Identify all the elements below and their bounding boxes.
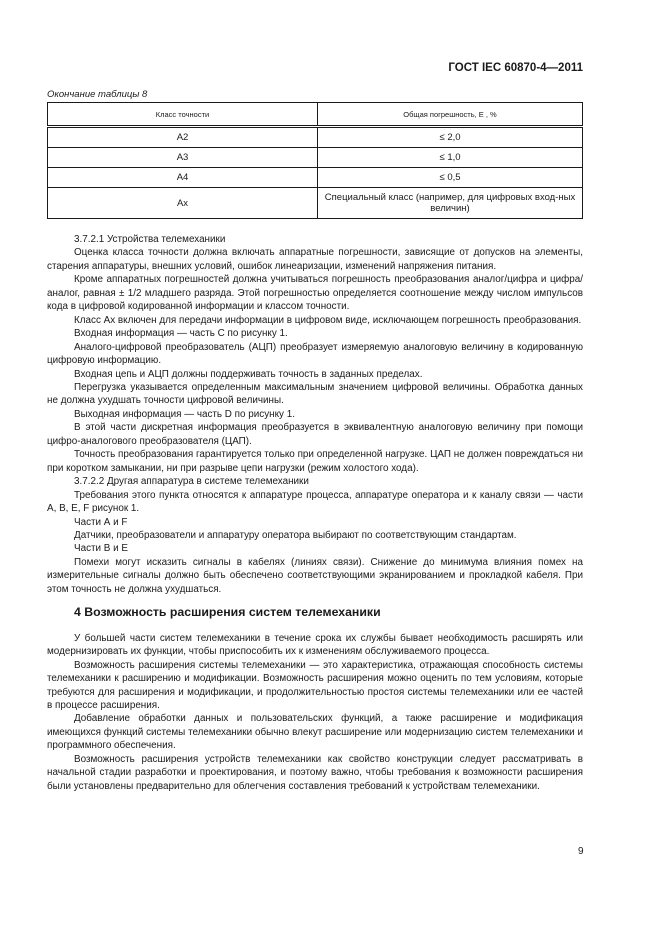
document-body: [47, 233, 583, 793]
table-header-row: [48, 103, 583, 127]
cell-error: Специальный класс (например, для цифровых вход-ных величин): [318, 188, 583, 219]
parts-label: Части А и F: [74, 516, 128, 528]
paragraph: Датчики, преобразователи и аппаратуру оператора выбирают по соответствующим стандартам.: [74, 529, 517, 541]
paragraph: Входная цепь и АЦП должны поддерживать точность в заданных пределах.: [74, 368, 423, 380]
paragraph: Класс Ах включен для передачи информации в цифровом виде, исключающем погрешность преобразования.: [74, 314, 582, 326]
accuracy-class-table: [47, 102, 583, 219]
table-row: [48, 188, 583, 219]
page-number: 9: [578, 846, 584, 857]
table-row: [48, 127, 583, 148]
cell-class: А4: [48, 168, 318, 188]
paragraph: У большей части систем телемеханики в течение срока их службы бывает необходимость расширять или модернизировать их функции, чтобы приспособить их к изменениям обслуживаемого процесса.: [47, 632, 583, 658]
paragraph: Помехи могут исказить сигналы в кабелях (линиях связи). Снижение до минимума влияния помех на измерительные сигналы должно быть обеспечено соответствующими экранированием и прокладкой кабеля. При этом точность не должна ухудшаться.: [47, 556, 583, 595]
paragraph: Перегрузка указывается определенным максимальным значением цифровой величины. Обработка данных не должна ухудшать точности цифровой величины.: [47, 381, 583, 407]
cell-class: Ах: [48, 188, 318, 219]
subsection-heading-3-7-2-1: 3.7.2.1 Устройства телемеханики: [74, 234, 226, 245]
table-caption: Окончание таблицы 8: [47, 89, 148, 100]
subsection-heading-3-7-2-2: 3.7.2.2 Другая аппаратура в системе телемеханики: [74, 476, 309, 488]
cell-error: ≤ 1,0: [318, 148, 583, 168]
paragraph: Точность преобразования гарантируется только при определенной нагрузке. ЦАП не должен повреждаться ни при коротком замыкании, ни при разрыве цепи нагрузки (режим холостого хода).: [47, 449, 583, 474]
paragraph: Аналого-цифровой преобразователь (АЦП) преобразует измеряемую аналоговую величину в кодированную цифровую информацию.: [47, 341, 583, 367]
table-row: [48, 148, 583, 168]
paragraph: Выходная информация — часть D по рисунку 1.: [74, 408, 295, 420]
document-header-title: ГОСТ IEC 60870-4—2011: [448, 62, 583, 74]
cell-error: ≤ 0,5: [318, 168, 583, 188]
parts-label: Части В и Е: [74, 543, 128, 555]
column-header-class: Класс точности: [48, 103, 318, 127]
cell-class: А2: [48, 127, 318, 148]
paragraph: В этой части дискретная информация преобразуется в эквивалентную аналоговую величину при помощи цифро-аналогового преобразователя (ЦАП).: [47, 422, 583, 447]
paragraph: Требования этого пункта относятся к аппаратуре процесса, аппаратуре оператора и к каналу связи — части А, В, Е, F рисунок 1.: [47, 489, 583, 515]
paragraph: Оценка класса точности должна включать аппаратные погрешности, зависящие от допусков на элементы, старения аппаратуры, внешних условий, ошибок линеаризации, изменений напряжения питания.: [47, 247, 583, 272]
paragraph: Возможность расширения системы телемеханики — это характеристика, отражающая способность системы телемеханики к расширению и модификации. Возможность расширения можно оценить по тем условиям, которые требуются для расширения и модификации, и продолжительностью простоя системы телемеханики или ее частей в процессе расширения.: [47, 659, 583, 711]
paragraph: Входная информация — часть С по рисунку 1.: [74, 328, 288, 340]
cell-error: ≤ 2,0: [318, 127, 583, 148]
column-header-error: Общая погрешность, E , %: [318, 103, 583, 127]
paragraph: Кроме аппаратных погрешностей должна учитываться погрешность преобразования аналог/цифра и цифра/аналог, равная ± 1/2 младшего разряда. Этой погрешностью определяется соотношение между числом импульсов кода в цифровой кодированной информации и классом точности.: [47, 274, 583, 313]
cell-class: А3: [48, 148, 318, 168]
paragraph: Добавление обработки данных и пользовательских функций, а также расширение и модификация имеющихся функций системы телемеханики обычно влекут расширение или модернизацию систем телемеханики и программного обеспечения.: [47, 713, 583, 752]
paragraph: Возможность расширения устройств телемеханики как свойство конструкции следует рассматривать в начальной стадии разработки и проектирования, и поэтому важно, чтобы требования к возможности расширения были установлены предварительно для облегчения составления требований к устройствам телемеханики.: [47, 753, 583, 792]
table-row: [48, 168, 583, 188]
section-heading-4: 4 Возможность расширения систем телемеханики: [74, 605, 381, 620]
